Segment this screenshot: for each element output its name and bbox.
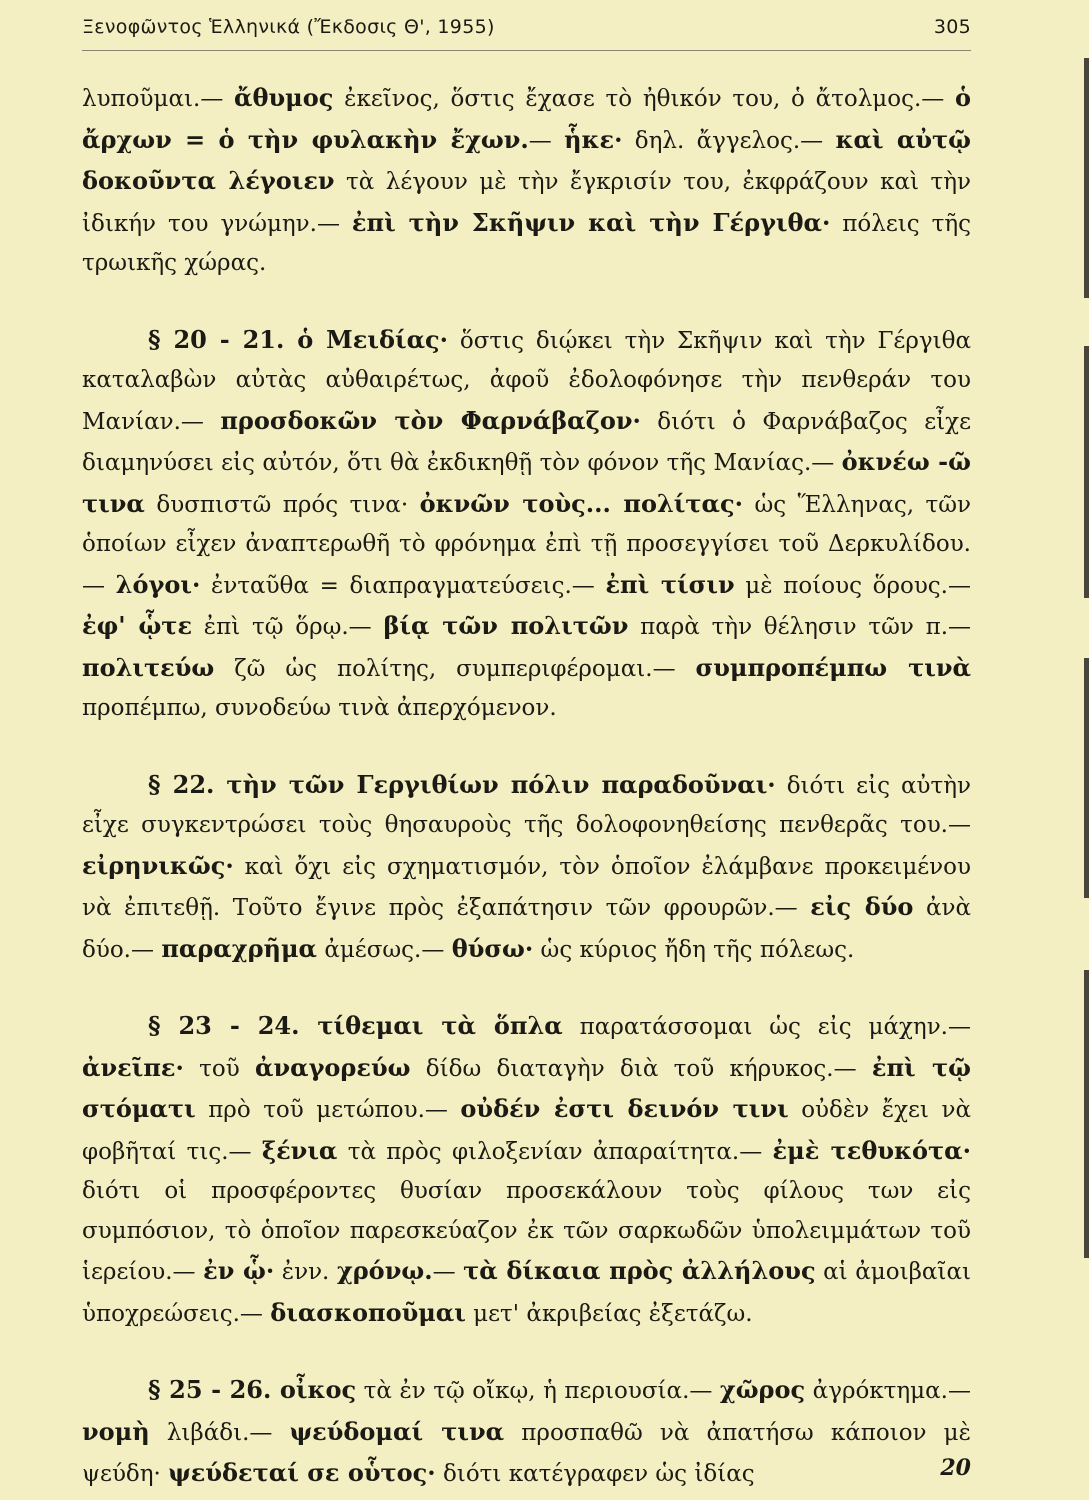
header-rule xyxy=(82,50,971,51)
lemma-term: ὀκνέω -ῶ τινα xyxy=(82,447,971,518)
lemma-term: διασκοποῦμαι xyxy=(270,1297,466,1327)
gloss-text: ὡς κύριος ἤδη τῆς πόλεως. xyxy=(533,936,855,963)
lemma-term: ἐφ' ᾧτε xyxy=(82,611,193,640)
gloss-text: παρὰ τὴν θέλησιν τῶν π.— xyxy=(628,614,972,640)
gloss-text: τὰ πρὸς φιλοξενίαν ἀπαραίτητα.— xyxy=(337,1138,773,1165)
gloss-text: παρατάσσομαι ὡς εἰς μάχην.— xyxy=(562,1014,971,1040)
gloss-text: διότι κατέγραφεν ὡς ἰδίας xyxy=(435,1461,755,1487)
lemma-term: § 20 - 21. ὁ Μειδίας· xyxy=(148,324,449,354)
gloss-text: διότι οἱ προσφέροντες θυσίαν προσεκάλουν τοὺς φίλους των εἰς συμπόσιον, τὸ ὁποῖον παρεσκεύαζον ἐκ τῶν σαρκωδῶν ὑπολειμμάτων τοῦ ἱερείου.— xyxy=(82,1178,971,1285)
gloss-text: καὶ ὄχι εἰς σχηματισμόν, τὸν ὁποῖον ἐλάμβανε προκειμένου νὰ ἐπιτεθῇ. Τοῦτο ἔγινε πρὸς ἐξαπάτησιν τῶν φρουρῶν.— xyxy=(82,853,971,921)
lemma-term: νομὴ xyxy=(82,1416,150,1446)
gloss-text: μετ' ἀκριβείας ἐξετάζω. xyxy=(465,1300,753,1327)
paragraph xyxy=(82,1370,971,1495)
lemma-term: λόγοι· xyxy=(115,569,201,599)
lemma-term: § 23 - 24. τίθεμαι τὰ ὅπλα xyxy=(148,1011,563,1040)
gloss-text: ζῶ ὡς πολίτης, συμπεριφέρομαι.— xyxy=(214,655,696,682)
gloss-text: — xyxy=(528,127,565,154)
gloss-text: δίδω διαταγὴν διὰ τοῦ κήρυκος.— xyxy=(410,1055,872,1082)
gloss-text: τὰ ἐν τῷ οἴκῳ, ἡ περιουσία.— xyxy=(356,1378,720,1404)
lemma-term: οὐδέν ἐστι δεινόν τινι xyxy=(460,1094,789,1123)
lemma-term: ἐπὶ τῷ στόματι xyxy=(82,1052,971,1123)
paragraph xyxy=(82,765,971,971)
lemma-term: ἐπὶ τίσιν xyxy=(605,569,735,599)
gloss-text: οὐδὲν ἔχει νὰ φοβῆταί τις.— xyxy=(82,1097,971,1165)
lemma-term: εἰς δύο xyxy=(810,892,914,921)
commentary-body xyxy=(82,78,971,1495)
running-header xyxy=(82,16,971,44)
lemma-term: πολιτεύω xyxy=(82,652,215,682)
lemma-term: ἐν ᾧ· xyxy=(203,1256,275,1285)
lemma-term: βίᾳ τῶν πολιτῶν xyxy=(383,611,629,640)
lemma-term: τὰ δίκαια πρὸς ἀλλήλους xyxy=(463,1256,816,1285)
gloss-text: ἀγρόκτημα.— xyxy=(805,1378,971,1404)
lemma-term: χρόνῳ. xyxy=(336,1256,433,1285)
gloss-text: δυσπιστῶ πρός τινα· xyxy=(144,491,420,518)
paragraph xyxy=(82,1006,971,1334)
gloss-text: ἐνν. xyxy=(274,1259,337,1285)
gloss-text: πόλεις τῆς τρωικῆς χώρας. xyxy=(82,210,971,276)
gloss-text: μὲ ποίους ὅρους.— xyxy=(734,572,971,599)
running-title: Ξενοφῶντος Ἑλληνικά (Ἔκδοσις Θ', 1955) xyxy=(82,16,495,38)
lemma-term: ἀναγορεύω xyxy=(254,1052,411,1082)
lemma-term: προσδοκῶν τὸν Φαρνάβαζον· xyxy=(220,405,641,435)
paragraph xyxy=(82,320,971,729)
gloss-text: αἱ ἀμοιβαῖαι ὑποχρεώσεις.— xyxy=(82,1259,972,1327)
gloss-text: λυποῦμαι.— xyxy=(82,86,235,112)
gloss-text: ὅστις διῴκει τὴν Σκῆψιν καὶ τὴν Γέργιθα καταλαβὼν αὐτὰς αὐθαιρέτως, ἀφοῦ ἐδολοφόνησε τὴν πενθεράν του Μανίαν.— xyxy=(82,327,971,435)
gloss-text: προσπαθῶ νὰ ἀπατήσω κάποιον μὲ ψεύδη· xyxy=(82,1419,971,1487)
gloss-text: διότι εἰς αὐτὴν εἶχε συγκεντρώσει τοὺς θησαυροὺς τῆς δολοφονηθείσης πενθερᾶς του.— xyxy=(82,772,972,838)
gloss-text: ἀνὰ δύο.— xyxy=(82,895,972,963)
gloss-text: ἐπὶ τῷ ὅρῳ.— xyxy=(192,614,384,640)
lemma-term: ἐπὶ τὴν Σκῆψιν καὶ τὴν Γέργιθα· xyxy=(351,207,831,237)
lemma-term: ψεύδεταί σε οὗτος· xyxy=(168,1458,436,1487)
gloss-text: ὡς Ἕλληνας, τῶν ὁποίων εἶχεν ἀναπτερωθῆ τὸ φρόνημα ἐπὶ τῇ προσεγγίσει τοῦ Δερκυλίδου.— xyxy=(82,491,972,599)
gloss-text: πρὸ τοῦ μετώπου.— xyxy=(195,1097,461,1123)
lemma-term: ἐμὲ τεθυκότα· xyxy=(772,1135,971,1165)
lemma-term: § 22. τὴν τῶν Γεργιθίων πόλιν παραδοῦναι· xyxy=(148,769,776,799)
signature-mark: 20 xyxy=(940,1455,971,1481)
gloss-text: λιβάδι.— xyxy=(149,1419,290,1446)
page-number: 305 xyxy=(933,16,971,38)
lemma-term: θύσω· xyxy=(451,933,534,963)
lemma-term: χῶρος xyxy=(719,1375,806,1404)
lemma-term: εἰρηνικῶς· xyxy=(82,850,234,880)
lemma-term: ἄθυμος xyxy=(234,83,334,112)
gloss-text: προπέμπω, συνοδεύω τινὰ ἀπερχόμενον. xyxy=(82,695,557,721)
paragraph xyxy=(82,78,971,284)
gloss-text: ἐνταῦθα = διαπραγματεύσεις.— xyxy=(200,572,606,599)
lemma-term: ἀνεῖπε· xyxy=(82,1052,184,1082)
gloss-text: τοῦ xyxy=(183,1055,255,1082)
gloss-text: δηλ. ἄγγελος.— xyxy=(622,127,836,154)
lemma-term: ὀκνῶν τοὺς... πολίτας· xyxy=(419,488,743,518)
gloss-text: τὰ λέγουν μὲ τὴν ἔγκρισίν του, ἐκφράζουν καὶ τὴν ἰδικήν του γνώμην.— xyxy=(82,169,971,237)
gloss-text: διότι ὁ Φαρνάβαζος εἶχε διαμηνύσει εἰς αὐτόν, ὅτι θὰ ἐκδικηθῇ τὸν φόνον τῆς Μανίας.— xyxy=(82,408,972,476)
lemma-term: ψεύδομαί τινα xyxy=(289,1416,505,1446)
lemma-term: παραχρῆμα xyxy=(161,933,318,963)
gloss-text: ἀμέσως.— xyxy=(317,936,452,963)
lemma-term: συμπροπέμπω τινὰ xyxy=(695,652,971,682)
lemma-term: ἧκε· xyxy=(564,124,623,154)
page-edge-shadow xyxy=(1084,58,1089,1258)
lemma-term: § 25 - 26. οἶκος xyxy=(148,1375,357,1404)
lemma-term: ξένια xyxy=(261,1135,338,1165)
lemma-term: ὁ ἄρχων = ὁ τὴν φυλακὴν ἔχων. xyxy=(82,83,971,154)
lemma-term: καὶ αὐτῷ δοκοῦντα λέγοιεν xyxy=(82,124,972,195)
gloss-text: — xyxy=(432,1259,464,1285)
gloss-text: ἐκεῖνος, ὅστις ἔχασε τὸ ἠθικόν του, ὁ ἄτολμος.— xyxy=(333,86,955,112)
